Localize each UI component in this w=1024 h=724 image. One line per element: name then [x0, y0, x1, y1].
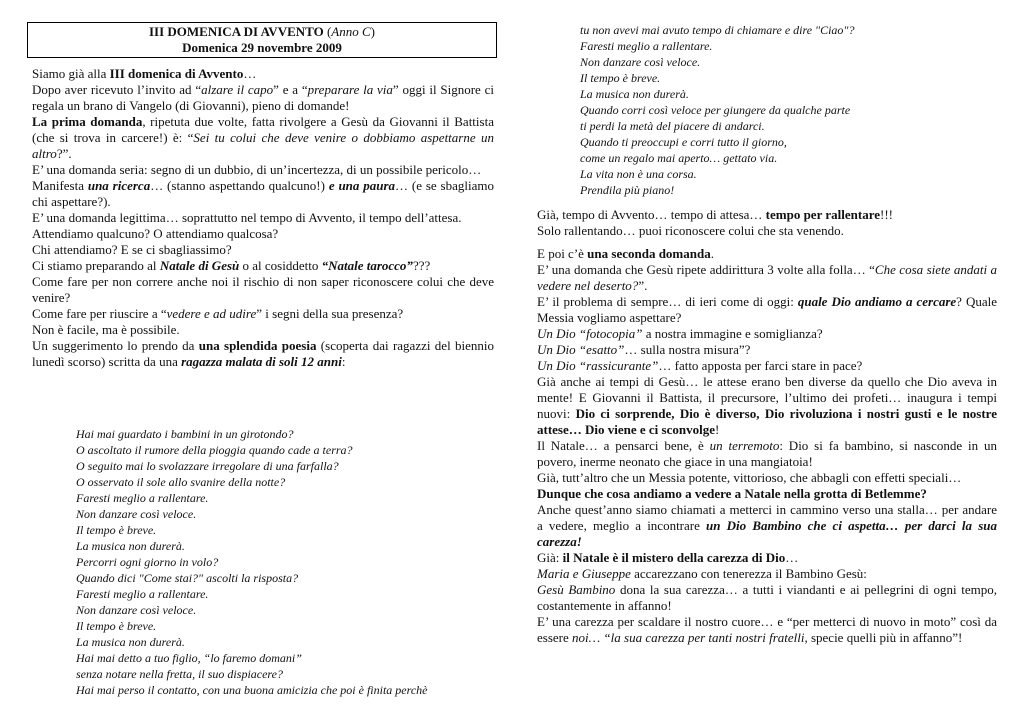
paragraph: Già: il Natale è il mistero della carezza di Dio…: [537, 550, 799, 565]
poem-line: tu non avevi mai avuto tempo di chiamare e dire "Ciao"?: [580, 23, 855, 37]
poem-line: Hai mai perso il contatto, con una buona amicizia che poi è finita perchè: [76, 683, 428, 697]
title-paren-open: (: [323, 24, 332, 39]
paragraph: Ci stiamo preparando al Natale di Gesù o al cosiddetto “Natale tarocco”???: [32, 258, 431, 273]
poem-line: ti perdi la metà del piacere di andarci.: [580, 119, 765, 133]
poem-line: Faresti meglio a rallentare.: [580, 39, 713, 53]
poem-line: La musica non durerà.: [580, 87, 689, 101]
paragraph: Chi attendiamo? E se ci sbagliassimo?: [32, 242, 232, 257]
paragraph: Un Dio “esatto”… sulla nostra misura”?: [537, 342, 751, 357]
paragraph: Come fare per riuscire a “vedere e ad udire” i segni della sua presenza?: [32, 306, 404, 321]
paragraph: Dopo aver ricevuto l’invito ad “alzare il capo” e a “preparare la via” oggi il Signore ci regala un brano di Vangelo (di Giovanni), pieno di domande!: [32, 82, 494, 113]
paragraph: E’ una domanda seria: segno di un dubbio, di un’incertezza, di un possibile pericolo…: [32, 162, 482, 177]
paragraph: Manifesta una ricerca… (stanno aspettando qualcuno!) e una paura… (e se sbagliamo chi aspettare?).: [32, 178, 494, 209]
poem-line: Prendila più piano!: [580, 183, 675, 197]
paragraph: Un Dio “rassicurante”… fatto apposta per farci stare in pace?: [537, 358, 863, 373]
title-paren-close: ): [370, 24, 375, 39]
poem-line: Faresti meglio a rallentare.: [76, 587, 209, 601]
paragraph: E’ una domanda legittima… soprattutto nel tempo di Avvento, il tempo dell’attesa.: [32, 210, 462, 225]
poem-line: Hai mai guardato i bambini in un girotondo?: [76, 427, 294, 441]
page-title: [28, 24, 496, 40]
paragraph: Già, tutt’altro che un Messia potente, vittorioso, che abbagli con effetti speciali…: [537, 470, 962, 485]
poem-line: O ascoltato il rumore della pioggia quando cade a terra?: [76, 443, 353, 457]
paragraph: Già anche ai tempi di Gesù… le attese erano ben diverse da quello che Dio aveva in mente! E Giovanni il Battista, il precursore, l’ultimo dei profeti… inaugura i tempi nuovi: Dio ci sorprende, Dio è diverso, Dio rivoluziona i nostri gusti e le nostre attese… Dio viene e ci sconvolge!: [537, 374, 997, 437]
poem-line: Quando dici "Come stai?" ascolti la risposta?: [76, 571, 299, 585]
poem-line: Non danzare così veloce.: [580, 55, 701, 69]
poem-left: [76, 426, 428, 698]
paragraph: Già, tempo di Avvento… tempo di attesa… tempo per rallentare!!!: [537, 207, 893, 222]
poem-line: Il tempo è breve.: [580, 71, 661, 85]
poem-line: Faresti meglio a rallentare.: [76, 491, 209, 505]
poem-line: La vita non è una corsa.: [580, 167, 697, 181]
paragraph: Anche quest’anno siamo chiamati a metterci in cammino verso una stalla… per andare a vedere, meglio a incontrare un Dio Bambino che ci aspetta… per darci la sua carezza!: [537, 502, 997, 549]
poem-line: Non danzare così veloce.: [76, 507, 197, 521]
paragraph: Il Natale… a pensarci bene, è un terremoto: Dio si fa bambino, si nasconde in un povero, inerme neonato che giace in una mangiatoia!: [537, 438, 997, 469]
title-year-cycle: Anno C: [331, 24, 371, 39]
poem-line: La musica non durerà.: [76, 539, 185, 553]
paragraph: Attendiamo qualcuno? O attendiamo qualcosa?: [32, 226, 279, 241]
poem-line: Quando ti preoccupi e corri tutto il giorno,: [580, 135, 787, 149]
poem-line: Il tempo è breve.: [76, 619, 157, 633]
paragraph: E’ una carezza per scaldare il nostro cuore… e “per metterci di nuovo in moto” così da essere noi… “la sua carezza per tanti nostri fratelli, specie quelli più in affanno”!: [537, 614, 997, 645]
paragraph: Maria e Giuseppe accarezzano con tenerezza il Bambino Gesù:: [537, 566, 867, 581]
poem-line: Il tempo è breve.: [76, 523, 157, 537]
poem-line: La musica non durerà.: [76, 635, 185, 649]
paragraph: Solo rallentando… puoi riconoscere colui che sta venendo.: [537, 223, 844, 238]
poem-line: come un regalo mai aperto… gettato via.: [580, 151, 778, 165]
paragraph: Un suggerimento lo prendo da una splendida poesia (scoperta dai ragazzi del biennio lunedì scorso) scritta da una ragazza malata di soli 12 anni:: [32, 338, 494, 369]
paragraph: Dunque che cosa andiamo a vedere a Natale nella grotta di Betlemme?: [537, 486, 927, 501]
paragraph: E poi c’è una seconda domanda.: [537, 246, 714, 261]
paragraph: Come fare per non correre anche noi il rischio di non saper riconoscere colui che deve venire?: [32, 274, 494, 305]
poem-line: Non danzare così veloce.: [76, 603, 197, 617]
title-main: III DOMENICA DI AVVENTO: [148, 24, 324, 39]
poem-line: Hai mai detto a tuo figlio, “lo faremo domani”: [76, 651, 302, 665]
poem-line: O osservato il sole allo svanire della notte?: [76, 475, 286, 489]
right-prose: [537, 246, 997, 646]
paragraph: La prima domanda, ripetuta due volte, fatta rivolgere a Gesù da Giovanni il Battista (che si trova in carcere!) è: “Sei tu colui che deve venire o dobbiamo aspettarne un altro?”.: [32, 114, 494, 161]
paragraph: Gesù Bambino dona la sua carezza… a tutti i viandanti e ai pellegrini di ogni tempo, costantemente in affanno!: [537, 582, 997, 613]
left-prose: [32, 66, 494, 370]
paragraph: E’ una domanda che Gesù ripete addirittura 3 volte alla folla… “Che cosa siete andati a vedere nel deserto?”.: [537, 262, 997, 293]
poem-line: O seguito mai lo svolazzare irregolare di una farfalla?: [76, 459, 339, 473]
poem-right: [580, 22, 854, 198]
paragraph: Un Dio “fotocopia” a nostra immagine e somiglianza?: [537, 326, 823, 341]
paragraph: Non è facile, ma è possibile.: [32, 322, 180, 337]
paragraph: E’ il problema di sempre… di ieri come di oggi: quale Dio andiamo a cercare? Quale Messia vogliamo aspettare?: [537, 294, 997, 325]
right-prose-intro: [537, 207, 997, 239]
poem-line: Quando corri così veloce per giungere da qualche parte: [580, 103, 851, 117]
poem-line: Percorri ogni giorno in volo?: [76, 555, 219, 569]
poem-line: senza notare nella fretta, il suo dispiacere?: [76, 667, 283, 681]
title-box: [27, 22, 497, 58]
paragraph: Siamo già alla III domenica di Avvento…: [32, 66, 257, 81]
page-date: Domenica 29 novembre 2009: [182, 40, 342, 55]
